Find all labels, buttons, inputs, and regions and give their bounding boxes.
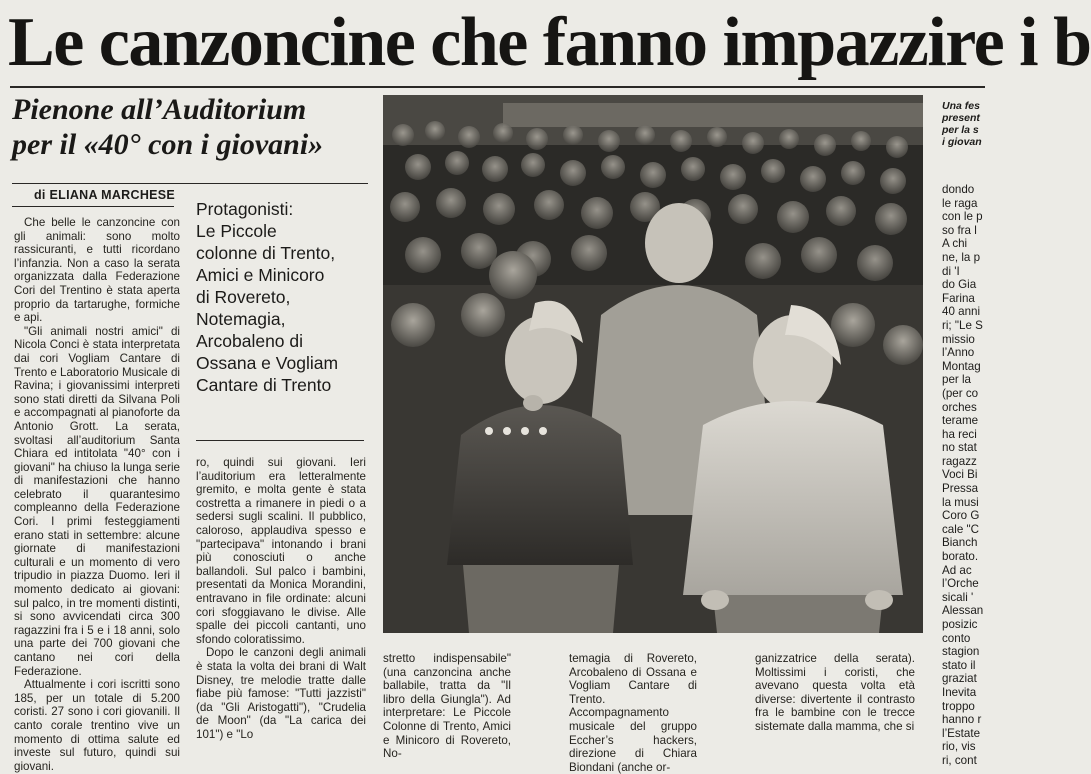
pullquote-line: di Rovereto, (196, 287, 291, 307)
side-column-line: Montag (942, 359, 981, 373)
side-column-line: so fra l (942, 223, 977, 237)
subhead-line-2: per il «40° con i giovani» (12, 128, 324, 161)
side-column-line: con le p (942, 210, 983, 224)
headline-rule (10, 86, 985, 88)
article-column-1 (14, 216, 180, 773)
side-column-line: do Gia (942, 278, 977, 292)
pullquote-line: Amici e Minicoro (196, 265, 325, 285)
side-column-line: ri; "Le S (942, 318, 983, 332)
pullquote-heading: Protagonisti: (196, 199, 294, 219)
article-column-2 (196, 456, 366, 741)
bottom-column-2: temagia di Rovereto, Arcobaleno di Ossana e Vogliam Cantare di Trento. Accompagnamento musicale del gruppo Eccher’s hackers, direzione di Chiara Biondani (anche or- (569, 652, 697, 774)
side-column-line: Farina (942, 291, 975, 305)
subhead-rule (12, 183, 368, 184)
side-column-line: conto (942, 631, 971, 645)
side-column-line: ha reci (942, 427, 977, 441)
side-column-line: le raga (942, 196, 978, 210)
subhead-line-1: Pienone all’Auditorium (12, 93, 307, 126)
bottom-columns (383, 652, 928, 774)
side-column-line: no stat (942, 441, 977, 455)
column1-paragraph: "Gli animali nostri amici" di Nicola Conci è stata interpretata dai cori Vogliam Cantare di Trento e Laboratorio Musicale di Ravina; i giovanissimi interpreti sono stati diretti da Silvana Poli e accompagnati al pianoforte da Antonio Grott. La serata, svoltasi all’auditorium Santa Chiara ed intitolata "40° con i giovani" ha chiuso la lunga serie di manifestazioni che hanno celebrato il quarantesimo compleanno della Federazione Cori. I primi festeggiamenti erano stati in settembre: alcune giornate di manifestazioni culturali e un momento di vero tripudio in piazza Duomo. Ieri il momento dedicato ai giovani: sul palco, in tre momenti distinti, si sono avvicendati circa 300 ragazzini fra i 5 e i 18 anni, solo una parte dei 700 giovani che cantano nei cori della Federazione. (14, 324, 180, 678)
side-column-line: borato. (942, 550, 979, 564)
side-column-line: Pressa (942, 482, 979, 496)
side-column-line: ri, cont (942, 753, 977, 767)
side-column-line: Bianch (942, 536, 978, 550)
side-column-line: Voci Bi (942, 468, 978, 482)
headline: Le canzoncine che fanno impazzire i b (8, 4, 1091, 81)
column1-paragraph: Che belle le canzoncine con gli animali: sono molto rassicuranti, e tutti ricordano l’infanzia. Non a caso la serata organizzata dalla Federazione Cori del Trentino è stata aperta proprio da tartarughe, formiche e api. (14, 216, 180, 325)
side-column-line: troppo (942, 699, 975, 713)
side-column-line: dondo (942, 183, 975, 196)
side-column-line: sicali ' (942, 590, 974, 604)
side-column-line: Inevita (942, 685, 977, 699)
side-column-line: terame (942, 414, 979, 428)
side-column-line: l’Anno (942, 346, 975, 360)
side-column-line: hanno r (942, 713, 982, 727)
side-caption-line: per la s (942, 124, 979, 136)
pullquote (196, 198, 368, 396)
side-column-line: orches (942, 400, 977, 414)
byline (34, 188, 175, 202)
side-column-line: A chi (942, 237, 968, 251)
side-column-line: stagion (942, 645, 980, 659)
side-caption-line: Una fes (942, 100, 980, 112)
pullquote-line: Notemagia, (196, 309, 286, 329)
side-column-line: posizic (942, 618, 978, 631)
side-caption-line: i giovan (942, 136, 982, 148)
column2-paragraph: ro, quindi sui giovani. Ieri l’auditorium era letteralmente gremito, e molta gente è stata costretta a rimanere in piedi o a sedersi sugli scalini. Il pubblico, caloroso, applaudiva spesso e "partecipava" intonando i brani più conosciuti o anche ballandoli. Sul palco i bambini, presentati da Monica Morandini, entravano in file ordinate: alcuni cori sfoggiavano le divise. Alle spalle dei piccoli cantanti, uno sfondo coloratissimo. (196, 456, 366, 646)
side-column-line: ragazz (942, 454, 977, 468)
side-column (942, 183, 985, 767)
side-column-line: (per co (942, 386, 979, 400)
audience-photo (383, 95, 923, 633)
pullquote-line: Ossana e Vogliam (196, 353, 339, 373)
subhead (12, 92, 372, 162)
side-column-line: cale "C (942, 522, 979, 536)
bottom-column-3: ganizzatrice della serata). Moltissimi i coristi, che avevano questa volta età diverse: divertente il contrasto fra le bambine con le trecce sistemate dalla mamma, che si (755, 652, 915, 733)
byline-rule (12, 206, 174, 207)
byline-author: ELIANA MARCHESE (49, 188, 176, 202)
side-column-line: di 'I (942, 264, 960, 278)
side-column-line: l’Orche (942, 577, 979, 591)
side-column-line: missio (942, 332, 975, 346)
byline-prefix: di (34, 188, 46, 202)
side-column-line: Coro G (942, 509, 980, 523)
side-column-line: per la (942, 373, 972, 387)
side-column-line: l’Estate (942, 726, 981, 740)
pullquote-line: Le Piccole (196, 221, 277, 241)
side-column-line: rio, vis (942, 740, 976, 754)
pullquote-line: Arcobaleno di (196, 331, 304, 351)
side-column-line: 40 anni (942, 305, 981, 319)
side-column-line: Ad ac (942, 563, 972, 577)
side-column-line: graziat (942, 672, 977, 686)
pullquote-line: Cantare di Trento (196, 375, 332, 395)
pullquote-rule (196, 440, 364, 441)
column1-paragraph: Attualmente i cori iscritti sono 185, per un totale di 5.200 coristi. 27 sono i cori giovanili. Il canto corale trentino vive un momento di ottima salute ed investe sul futuro, quindi sui giovani. (14, 678, 180, 773)
bottom-column-1: stretto indispensabile" (una canzoncina anche ballabile, tratta da "Il libro della Giungla"). Ad interpretare: Le Piccole Colonne di Trento, Amici e Minicoro di Rovereto, No- (383, 652, 511, 761)
pullquote-line: colonne di Trento, (196, 243, 336, 263)
column2-paragraph: Dopo le canzoni degli animali è stata la volta dei brani di Walt Disney, tre melodie tratte dalle fiabe più famose: "Tutti jazzisti" (da "Gli Aristogatti"), "Crudelia de Moon" (da "La carica dei 101") e "Lo (196, 646, 366, 741)
side-caption (942, 100, 985, 160)
side-column-line: stato il (942, 658, 976, 672)
side-caption-line: present (942, 112, 980, 124)
side-column-line: ne, la p (942, 250, 981, 264)
side-column-line: la musi (942, 495, 979, 509)
side-column-line: Alessan (942, 604, 984, 618)
